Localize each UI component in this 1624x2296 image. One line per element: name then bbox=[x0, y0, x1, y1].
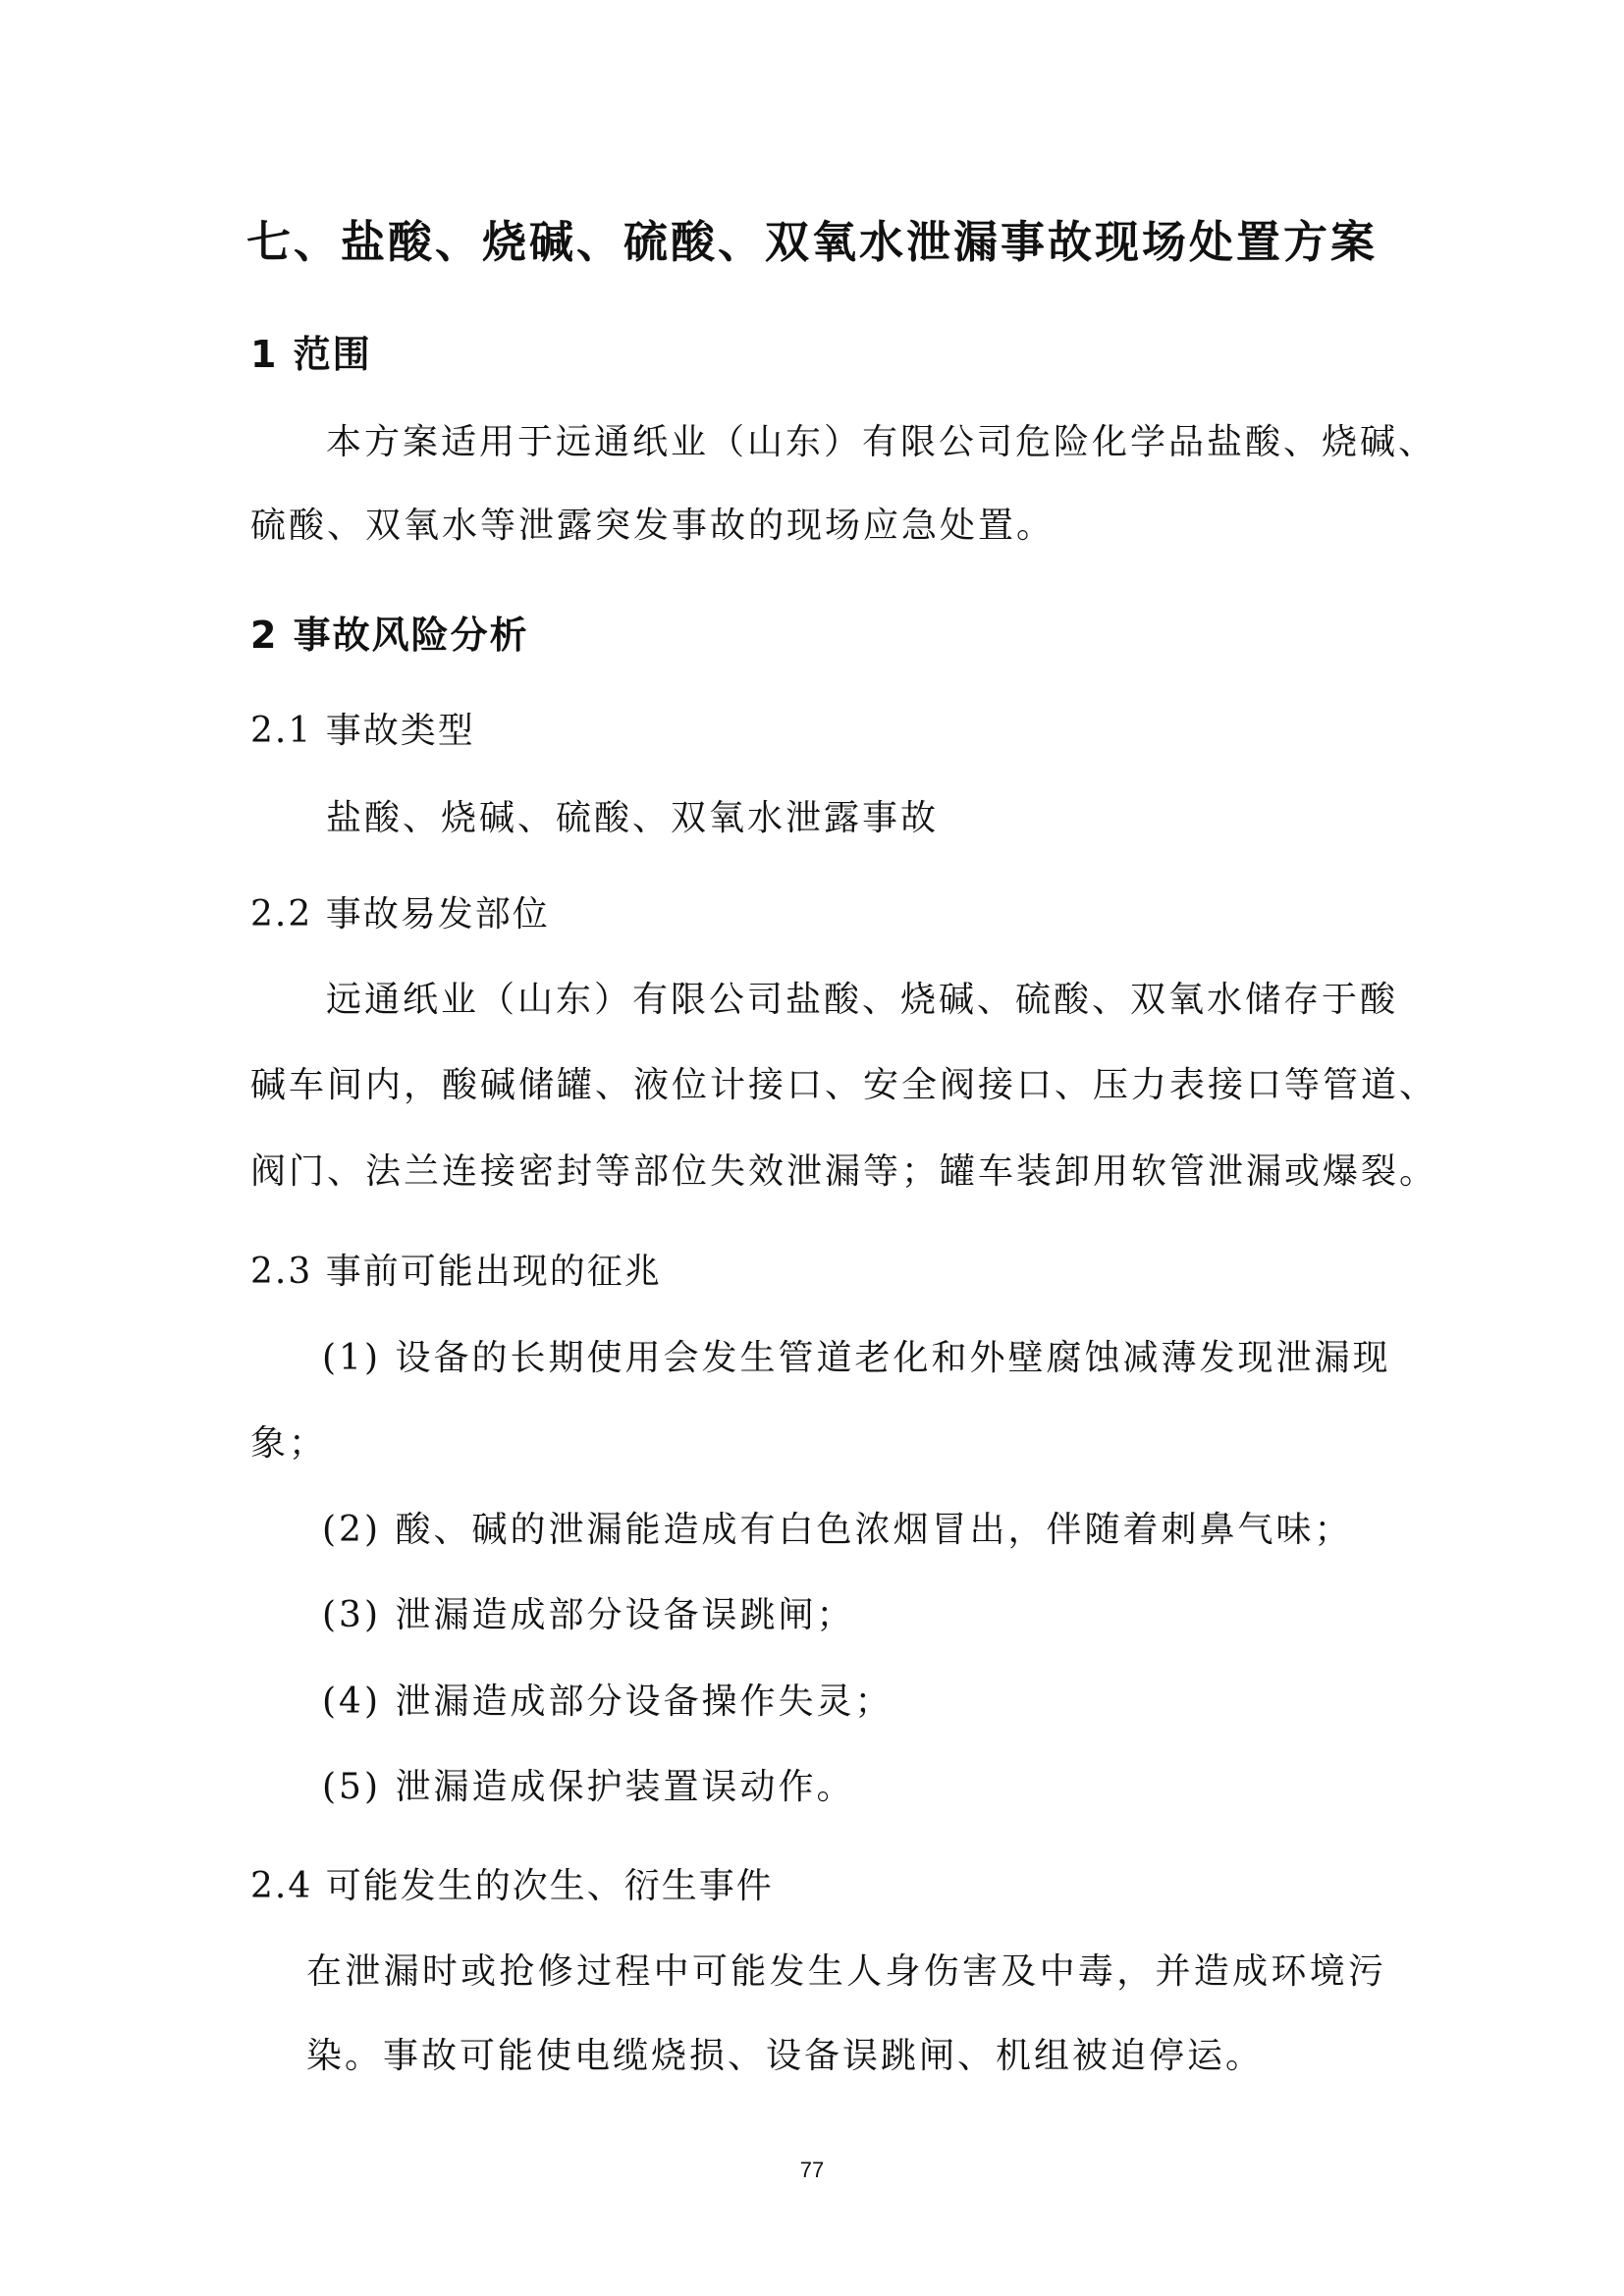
section-2-3-item-3: (3) 泄漏造成部分设备误跳闸； bbox=[322, 1595, 855, 1635]
section-2-3-item-1-cont: 象； bbox=[250, 1423, 328, 1464]
section-2-4-line-2: 染。事故可能使电缆烧损、设备误跳闸、机组被迫停运。 bbox=[306, 2036, 1265, 2076]
section-1-heading: 1 范围 bbox=[250, 333, 372, 376]
section-2-2-heading: 2.2 事故易发部位 bbox=[250, 894, 550, 934]
section-2-2-line-1: 远通纸业（山东）有限公司盐酸、烧碱、硫酸、双氧水储存于酸 bbox=[326, 980, 1399, 1020]
page-number: 77 bbox=[799, 2158, 825, 2182]
section-2-3-heading: 2.3 事前可能出现的征兆 bbox=[250, 1252, 662, 1292]
section-1-line-2: 硫酸、双氧水等泄露突发事故的现场应急处置。 bbox=[250, 506, 1056, 546]
page-title: 七、盐酸、烧碱、硫酸、双氧水泄漏事故现场处置方案 bbox=[245, 216, 1378, 268]
section-2-1-heading: 2.1 事故类型 bbox=[250, 711, 475, 751]
section-2-2-line-3: 阀门、法兰连接密封等部位失效泄漏等；罐车装卸用软管泄漏或爆裂。 bbox=[250, 1151, 1438, 1192]
section-2-heading: 2 事故风险分析 bbox=[250, 614, 529, 657]
section-2-3-item-2: (2) 酸、碱的泄漏能造成有白色浓烟冒出，伴随着刺鼻气味； bbox=[322, 1510, 1353, 1550]
section-2-4-line-1: 在泄漏时或抢修过程中可能发生人身伤害及中毒，并造成环境污 bbox=[306, 1951, 1386, 1992]
section-2-2-line-2: 碱车间内，酸碱储罐、液位计接口、安全阀接口、压力表接口等管道、 bbox=[250, 1065, 1438, 1105]
section-2-1-text: 盐酸、烧碱、硫酸、双氧水泄露事故 bbox=[326, 798, 940, 838]
section-2-3-item-5: (5) 泄漏造成保护装置误动作。 bbox=[322, 1767, 855, 1807]
section-2-3-item-1: (1) 设备的长期使用会发生管道老化和外壁腐蚀减薄发现泄漏现 bbox=[322, 1338, 1391, 1378]
section-2-3-item-4: (4) 泄漏造成部分设备操作失灵； bbox=[322, 1682, 893, 1722]
section-2-4-heading: 2.4 可能发生的次生、衍生事件 bbox=[250, 1866, 774, 1906]
section-1-line-1: 本方案适用于远通纸业（山东）有限公司危险化学品盐酸、烧碱、 bbox=[326, 422, 1437, 462]
